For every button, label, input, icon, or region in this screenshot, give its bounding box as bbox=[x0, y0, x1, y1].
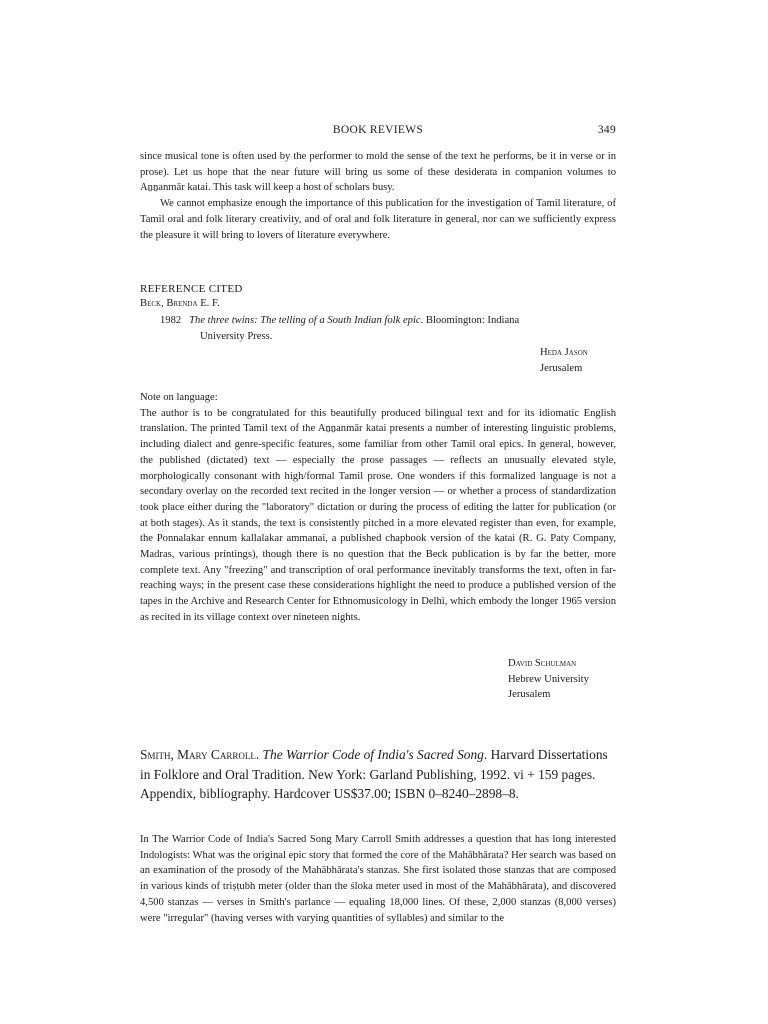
review-paragraph: In The Warrior Code of India's Sacred Song Mary Carroll Smith addresses a question that has long interested Indologists: What was the original epic story that formed the core of the Mahābhārata? Her search was based on an examination of the prosody of the Mahābhārata's stanzas. She first isolated those stanzas that are composed in various kinds of triṣṭubh meter (older than the śloka meter used in most of the Mahābhārata), and discovered 4,500 stanzas — verses in Smith's parlance — equaling 18,000 lines. Of these, 2,000 stanzas (8,000 verses) were "irregular" (having verses with varying quantities of syllables) and similar to the bbox=[140, 834, 616, 924]
book-details: . Harvard Dissertations in Folklore and Oral Tradition. New York: Garland Publishing, 1992. vi + 159 pages. Appendix, bibliography. Hardcover US$37.00; ISBN 0–8240–2898–8. bbox=[140, 747, 608, 801]
reviewer-place: Jerusalem bbox=[508, 689, 551, 701]
review-conclusion bbox=[140, 149, 616, 243]
reviewer-affiliation: Hebrew University bbox=[508, 673, 589, 685]
reviewer-place: Jerusalem bbox=[540, 362, 583, 374]
reviewer-name: Heda Jason bbox=[540, 347, 588, 358]
reference-heading: REFERENCE CITED bbox=[140, 283, 243, 295]
running-title: BOOK REVIEWS bbox=[332, 124, 424, 136]
reviewer-signature-1 bbox=[540, 345, 588, 376]
reference-title: The three twins: The telling of a South Indian folk epic bbox=[189, 315, 421, 326]
page-number: 349 bbox=[597, 124, 616, 136]
review-body bbox=[140, 832, 616, 926]
book-author: Smith, Mary Carroll. bbox=[140, 747, 260, 762]
paragraph-2: We cannot emphasize enough the importance of this publication for the investigation of Tamil literature, of Tamil oral and folk literary creativity, and of oral and folk literature in general, nor can we sufficiently express the pleasure it will bring to lovers of literature everywhere. bbox=[140, 198, 616, 241]
reviewer-name: David Schulman bbox=[508, 658, 577, 669]
reference-entry bbox=[160, 313, 616, 329]
reference-year: 1982 bbox=[160, 315, 182, 326]
note-text: The author is to be congratulated for this beautifully produced bilingual text and for its idiomatic English translation. The printed Tamil text of the Aṉṉanmār katai presents a number of interesting linguistic problems, including dialect and genre-specific features, some familiar from other Tamil oral epics. In general, however, the published (dictated) text — especially the prose passages — reflects an unusually elevated style, morphologically consonant with high/formal Tamil prose. One wonders if this formalized language is not a secondary overlay on the recorded text recited in the longer version — or whether a process of standardization took place either during the "laboratory" dictation or during the process of editing the latter for publication (or at both stages). As it stands, the text is consistently pitched in a more elevated register than even, for example, the Ponnalakar ennum kallalakar ammanai, a published chapbook version of the katai (R. G. Paty Company, Madras, various printings), though there is no question that the Beck publication is by far the better, more complete text. Any "freezing" and transcription of oral performance inevitably transforms the text, often in far-reaching ways; in the present case these considerations highlight the need to produce a published version of the tapes in the Archive and Research Center for Ethnomusicology in Delhi, which embody the longer 1965 version as recited in its village context over nineteen nights. bbox=[140, 407, 616, 623]
book-citation bbox=[140, 745, 616, 804]
note-on-language bbox=[140, 390, 616, 626]
reference-publisher-cont: University Press. bbox=[200, 331, 273, 342]
reference-publisher: . Bloomington: Indiana bbox=[420, 315, 520, 326]
reference-author: Beck, Brenda E. F. bbox=[140, 298, 220, 309]
reviewed-book-citation bbox=[140, 745, 616, 804]
paragraph-1: since musical tone is often used by the performer to mold the sense of the text he performs, be it in verse or in prose). Let us hope that the near future will bring us some of these desiderata in companion volumes to Aṉṉanmār katai. This task will keep a host of scholars busy. bbox=[140, 151, 616, 194]
note-label: Note on language: bbox=[140, 392, 218, 403]
book-title: The Warrior Code of India's Sacred Song bbox=[262, 747, 484, 762]
reviewer-signature-2 bbox=[508, 656, 589, 703]
running-header bbox=[140, 124, 616, 140]
